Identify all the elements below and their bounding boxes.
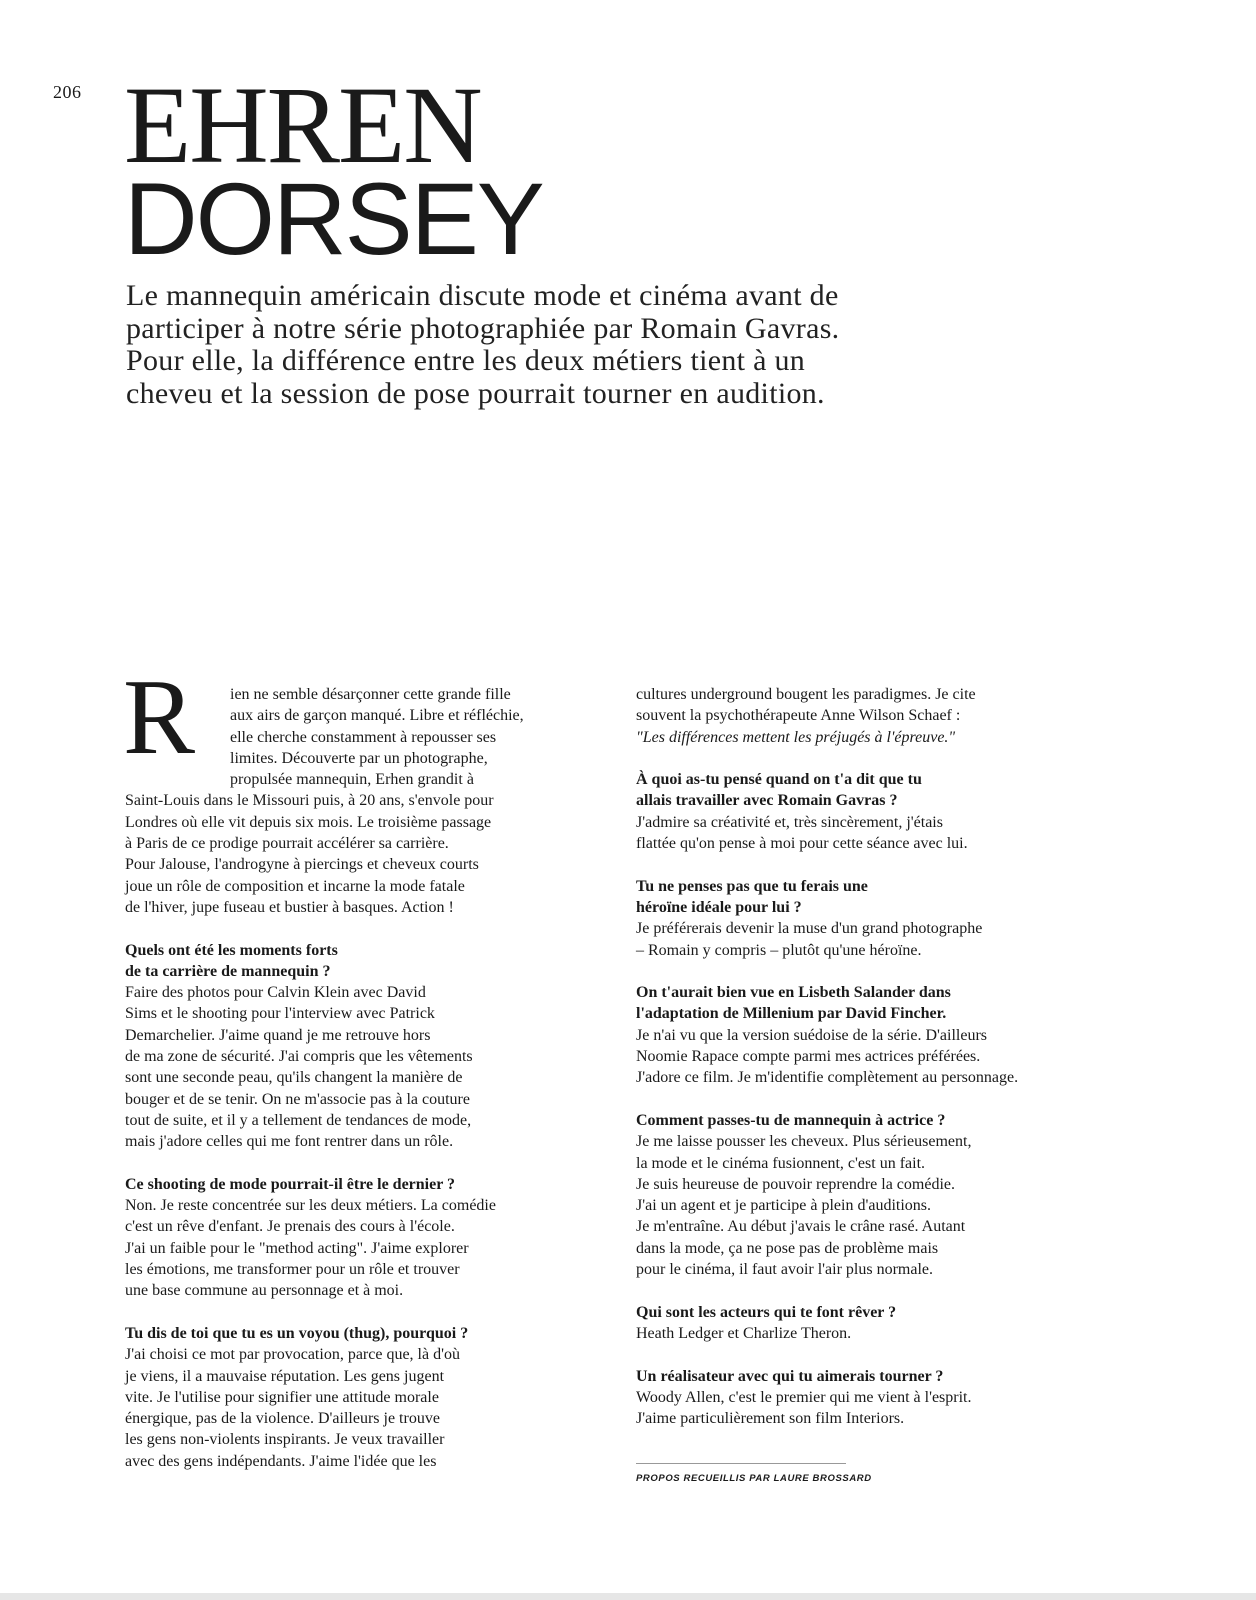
body-line: aux airs de garçon manqué. Libre et réfléchie, xyxy=(230,707,524,725)
question: Comment passes-tu de mannequin à actrice ? xyxy=(636,1111,946,1129)
answer-line: J'ai un agent et je participe à plein d'auditions. xyxy=(636,1197,932,1215)
question: On t'aurait bien vue en Lisbeth Salander dans xyxy=(636,984,951,1002)
answer-line: Je préférerais devenir la muse d'un grand photographe xyxy=(636,920,983,938)
answer-line: je viens, il a mauvaise réputation. Les gens jugent xyxy=(125,1367,445,1385)
question: allais travailler avec Romain Gavras ? xyxy=(636,792,898,810)
question: de ta carrière de mannequin ? xyxy=(125,962,331,980)
intro-paragraph xyxy=(126,280,926,410)
answer-line: avec des gens indépendants. J'aime l'idée que les xyxy=(125,1452,437,1470)
answer-line: J'aime particulièrement son film Interiors. xyxy=(636,1410,905,1428)
answer-line: c'est un rêve d'enfant. Je prenais des cours à l'école. xyxy=(125,1218,455,1236)
page-number: 206 xyxy=(53,82,82,102)
body-line: cultures underground bougent les paradigmes. Je cite xyxy=(636,686,976,703)
answer-line: J'adore ce film. Je m'identifie complètement au personnage. xyxy=(636,1069,1019,1087)
answer-line: les gens non-violents inspirants. Je veux travailler xyxy=(125,1431,445,1449)
answer-line: énergique, pas de la violence. D'ailleurs je trouve xyxy=(125,1410,440,1428)
body-line: souvent la psychothérapeute Anne Wilson Schaef : xyxy=(636,707,961,725)
intro-line: Pour elle, la différence entre les deux métiers tient à un xyxy=(126,344,806,377)
answer-line: les émotions, me transformer pour un rôle et trouver xyxy=(125,1261,460,1279)
answer-line: une base commune au personnage et à moi. xyxy=(125,1282,404,1300)
body-line: limites. Découverte par un photographe, xyxy=(230,749,488,767)
body-line: ien ne semble désarçonner cette grande fille xyxy=(230,686,511,703)
answer-line: Faire des photos pour Calvin Klein avec David xyxy=(125,984,426,1002)
answer-line: vite. Je l'utilise pour signifier une attitude morale xyxy=(125,1388,439,1406)
body-line: à Paris de ce prodige pourrait accélérer sa carrière. xyxy=(125,835,449,853)
question: Tu ne penses pas que tu ferais une xyxy=(636,877,868,895)
answer-line: Sims et le shooting pour l'interview avec Patrick xyxy=(125,1005,435,1023)
answer-line: tout de suite, et il y a tellement de tendances de mode, xyxy=(125,1111,472,1129)
body-line: Londres où elle vit depuis six mois. Le troisième passage xyxy=(125,813,492,831)
drop-cap: R xyxy=(123,658,196,777)
intro-line: cheveu et la session de pose pourrait tourner en audition. xyxy=(126,376,825,410)
title-first-name: EHREN xyxy=(124,64,481,186)
answer-line: J'ai un faible pour le "method acting". J'aime explorer xyxy=(125,1239,469,1257)
answer-line: la mode et le cinéma fusionnent, c'est un fait. xyxy=(636,1154,926,1172)
answer-line: sont une seconde peau, qu'ils changent la manière de xyxy=(125,1069,463,1087)
answer-line: Demarchelier. J'aime quand je me retrouve hors xyxy=(125,1026,431,1044)
question: Un réalisateur avec qui tu aimerais tourner ? xyxy=(636,1367,944,1385)
answer-line: mais j'adore celles qui me font rentrer dans un rôle. xyxy=(125,1133,454,1151)
intro-line: Le mannequin américain discute mode et cinéma avant de xyxy=(126,279,839,312)
answer-line: flattée qu'on pense à moi pour cette séance avec lui. xyxy=(636,835,968,853)
body-line: Saint-Louis dans le Missouri puis, à 20 ans, s'envole pour xyxy=(125,792,494,810)
question: héroïne idéale pour lui ? xyxy=(636,898,802,916)
answer-line: Je m'entraîne. Au début j'avais le crâne rasé. Autant xyxy=(636,1218,966,1236)
question: Ce shooting de mode pourrait-il être le dernier ? xyxy=(125,1175,456,1193)
answer-line: – Romain y compris – plutôt qu'une héroïne. xyxy=(636,941,922,959)
answer-line: Non. Je reste concentrée sur les deux métiers. La comédie xyxy=(125,1197,496,1215)
answer-line: Je suis heureuse de pouvoir reprendre la comédie. xyxy=(636,1175,955,1193)
title-last-name: DORSEY xyxy=(124,162,543,276)
quote-line: "Les différences mettent les préjugés à l'épreuve." xyxy=(636,728,956,746)
answer-line: J'admire sa créativité et, très sincèrement, j'étais xyxy=(636,813,943,831)
question: Qui sont les acteurs qui te font rêver ? xyxy=(636,1303,897,1321)
opening-indented xyxy=(125,684,605,790)
answer-line: Woody Allen, c'est le premier qui me vient à l'esprit. xyxy=(636,1388,972,1406)
intro-line: participer à notre série photographiée par Romain Gavras. xyxy=(126,311,840,345)
answer-line: Noomie Rapace compte parmi mes actrices préférées. xyxy=(636,1048,981,1066)
answer-line: dans la mode, ça ne pose pas de problème mais xyxy=(636,1239,939,1257)
body-line: joue un rôle de composition et incarne la mode fatale xyxy=(125,877,465,895)
credit-rule xyxy=(636,1463,846,1464)
answer-line: pour le cinéma, il faut avoir l'air plus normale. xyxy=(636,1261,934,1279)
body-line: de l'hiver, jupe fuseau et bustier à basques. Action ! xyxy=(125,898,454,916)
body-line: Pour Jalouse, l'androgyne à piercings et cheveux courts xyxy=(125,856,479,874)
answer-line: bouger et de se tenir. On ne m'associe pas à la couture xyxy=(125,1090,470,1108)
answer-line: Je n'ai vu que la version suédoise de la série. D'ailleurs xyxy=(636,1026,987,1044)
question: l'adaptation de Millenium par David Fincher. xyxy=(636,1005,947,1023)
answer-line: de ma zone de sécurité. J'ai compris que les vêtements xyxy=(125,1048,473,1066)
answer-line: Je me laisse pousser les cheveux. Plus sérieusement, xyxy=(636,1133,972,1151)
answer-line: J'ai choisi ce mot par provocation, parce que, là d'où xyxy=(125,1346,460,1364)
body-line: propulsée mannequin, Erhen grandit à xyxy=(230,771,474,789)
body-line: elle cherche constamment à repousser ses xyxy=(230,728,497,746)
interview-credit: PROPOS RECUEILLIS PAR LAURE BROSSARD xyxy=(636,1473,872,1484)
right-column xyxy=(636,684,1136,1429)
question: Quels ont été les moments forts xyxy=(125,941,338,959)
answer-line: Heath Ledger et Charlize Theron. xyxy=(636,1324,852,1342)
question: À quoi as-tu pensé quand on t'a dit que tu xyxy=(636,771,922,789)
page-bottom-edge xyxy=(0,1593,1256,1600)
question: Tu dis de toi que tu es un voyou (thug), pourquoi ? xyxy=(125,1324,469,1342)
left-column xyxy=(125,684,605,1472)
